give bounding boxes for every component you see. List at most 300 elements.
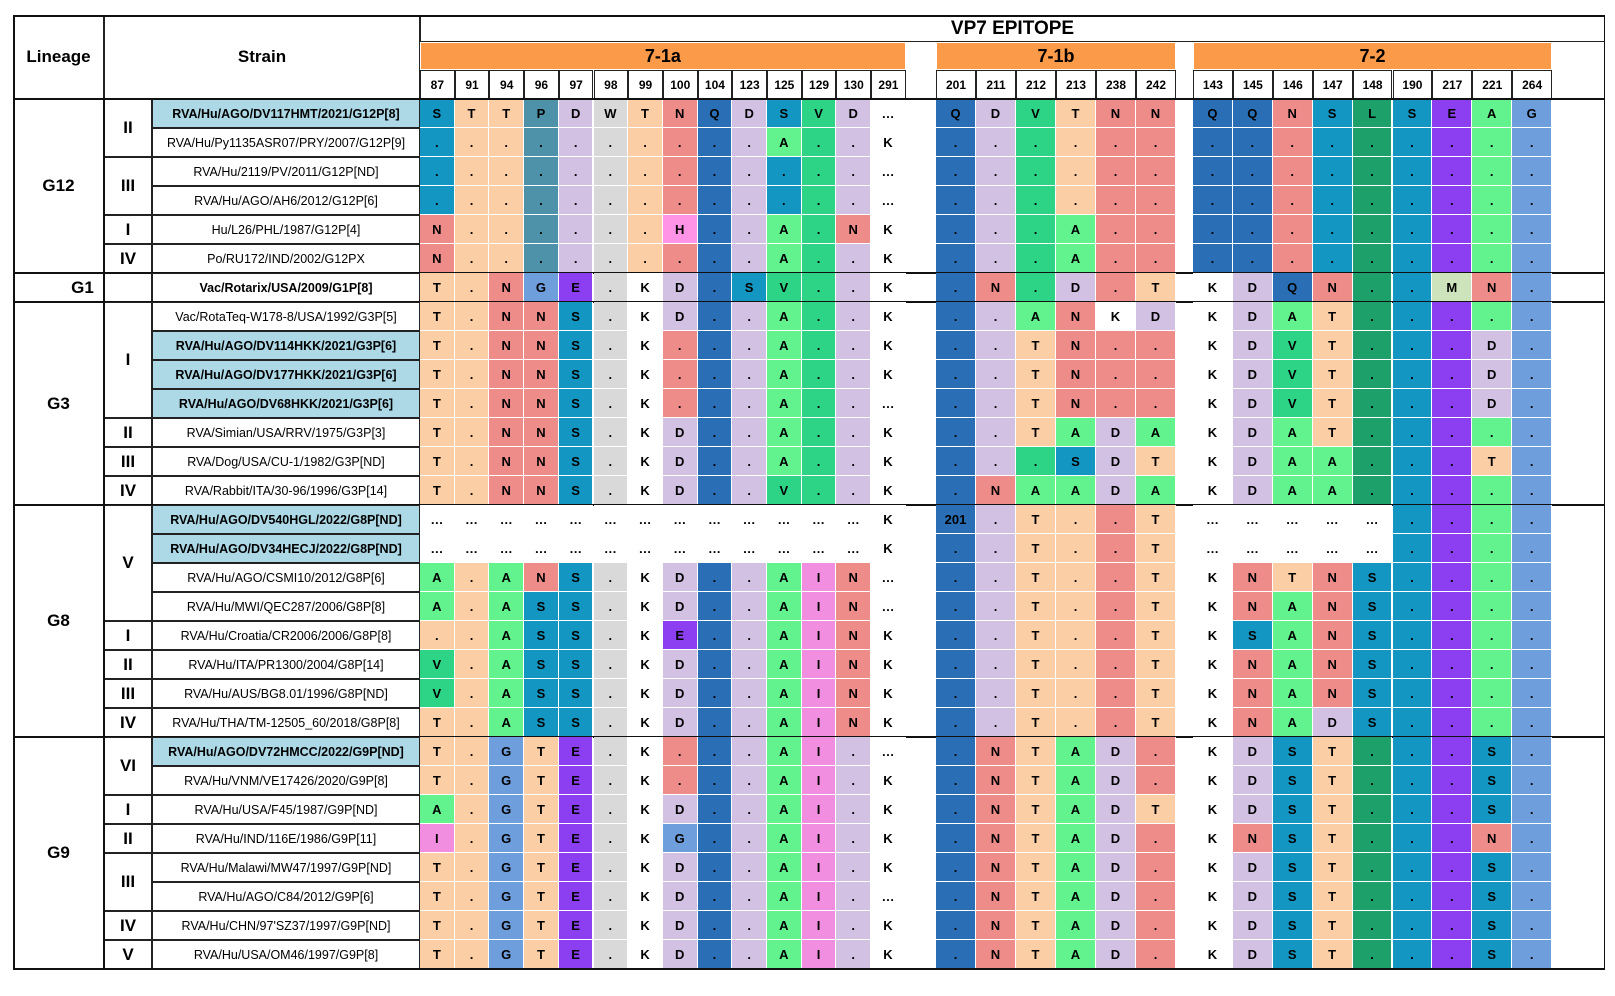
residue-cell: . [455, 737, 490, 766]
residue-cell: S [1273, 737, 1313, 766]
residue-cell: I [802, 708, 837, 737]
residue-cell: . [1136, 737, 1176, 766]
residue-cell: . [1432, 389, 1472, 418]
residue-cell: A [1136, 418, 1176, 447]
residue-cell: . [1353, 853, 1393, 882]
residue-cell: A [1056, 418, 1096, 447]
residue-cell: A [767, 679, 802, 708]
residue-cell: T [420, 418, 455, 447]
residue-cell: N [1313, 679, 1353, 708]
residue-cell: . [976, 215, 1016, 244]
strain-name: RVA/Hu/Croatia/CR2006/2006/G8P[8] [152, 621, 420, 650]
residue-cell: . [936, 795, 976, 824]
residue-cell: . [489, 215, 524, 244]
residue-cell: K [1193, 824, 1233, 853]
residue-cell: T [1313, 737, 1353, 766]
residue-cell: T [420, 360, 455, 389]
position-header: 123 [732, 70, 767, 99]
residue-cell: S [767, 99, 802, 128]
residue-cell: . [732, 157, 767, 186]
residue-cell: . [1136, 853, 1176, 882]
position-header: 201 [936, 70, 976, 99]
residue-cell: . [802, 157, 837, 186]
residue-cell: P [524, 99, 559, 128]
residue-cell: G [489, 882, 524, 911]
residue-cell: . [455, 476, 490, 505]
residue-cell: I [802, 940, 837, 969]
strain-name: RVA/Hu/AGO/AH6/2012/G12P[6] [152, 186, 420, 215]
residue-cell: . [1472, 186, 1512, 215]
residue-cell: K [1193, 737, 1233, 766]
residue-cell: . [698, 476, 733, 505]
lineage-label: I [104, 302, 152, 418]
residue-cell: … [1353, 505, 1393, 534]
residue-cell: . [836, 447, 871, 476]
residue-cell: … [489, 534, 524, 563]
residue-cell: T [1016, 882, 1056, 911]
residue-cell: G [524, 273, 559, 302]
position-header: 145 [1233, 70, 1273, 99]
residue-cell: S [1353, 679, 1393, 708]
residue-cell: . [1096, 679, 1136, 708]
position-header: 291 [871, 70, 906, 99]
lineage-label: III [104, 157, 152, 215]
residue-cell: . [1512, 940, 1552, 969]
residue-cell: S [1313, 99, 1353, 128]
residue-cell: . [1512, 534, 1552, 563]
residue-cell: S [524, 708, 559, 737]
residue-cell: . [836, 853, 871, 882]
residue-cell: T [524, 911, 559, 940]
residue-cell: . [455, 389, 490, 418]
residue-cell: . [524, 186, 559, 215]
residue-cell: T [1313, 882, 1353, 911]
position-header: 190 [1393, 70, 1433, 99]
strain-name: RVA/Hu/ITA/PR1300/2004/G8P[14] [152, 650, 420, 679]
residue-cell: T [1016, 940, 1056, 969]
residue-cell: K [1193, 360, 1233, 389]
residue-cell: D [1233, 273, 1273, 302]
residue-cell: A [767, 882, 802, 911]
residue-cell: A [767, 331, 802, 360]
residue-cell: T [420, 708, 455, 737]
residue-cell: N [1233, 563, 1273, 592]
residue-cell: T [420, 853, 455, 882]
residue-cell: T [420, 273, 455, 302]
residue-cell: N [976, 476, 1016, 505]
residue-cell: . [698, 389, 733, 418]
residue-cell: N [1313, 650, 1353, 679]
strain-name: RVA/Hu/USA/OM46/1997/G9P[8] [152, 940, 420, 969]
residue-cell: D [1233, 795, 1273, 824]
strain-name: RVA/Simian/USA/RRV/1975/G3P[3] [152, 418, 420, 447]
residue-cell: . [976, 447, 1016, 476]
residue-cell: K [628, 824, 663, 853]
residue-cell: . [1393, 505, 1433, 534]
residue-cell: . [732, 592, 767, 621]
residue-cell: N [976, 882, 1016, 911]
residue-cell: . [1096, 650, 1136, 679]
position-header: 100 [663, 70, 698, 99]
residue-cell: A [1273, 476, 1313, 505]
residue-cell: T [1016, 505, 1056, 534]
strain-name: RVA/Hu/AGO/DV114HKK/2021/G3P[6] [152, 331, 420, 360]
residue-cell: . [698, 621, 733, 650]
residue-cell: S [1273, 824, 1313, 853]
residue-cell: S [1353, 650, 1393, 679]
epitope-title: VP7 EPITOPE [420, 15, 1605, 42]
lineage-label: IV [104, 708, 152, 737]
strain-name: RVA/Hu/AGO/DV117HMT/2021/G12P[8] [152, 99, 420, 128]
residue-cell: . [524, 215, 559, 244]
residue-cell: K [1193, 476, 1233, 505]
residue-cell: . [1432, 679, 1472, 708]
residue-cell: T [1136, 650, 1176, 679]
residue-cell: . [1096, 273, 1136, 302]
residue-cell: T [1136, 273, 1176, 302]
residue-cell: E [559, 853, 594, 882]
residue-cell: . [1512, 650, 1552, 679]
residue-cell: . [732, 244, 767, 273]
residue-cell: . [1136, 940, 1176, 969]
residue-cell: . [1393, 157, 1433, 186]
residue-cell: . [698, 737, 733, 766]
residue-cell: . [594, 331, 629, 360]
residue-cell: A [489, 563, 524, 592]
residue-cell: K [871, 534, 906, 563]
residue-cell: . [1233, 128, 1273, 157]
residue-cell: N [1056, 360, 1096, 389]
residue-cell: . [1313, 128, 1353, 157]
residue-cell: . [1512, 911, 1552, 940]
residue-cell: … [802, 534, 837, 563]
residue-cell: … [871, 592, 906, 621]
residue-cell: . [732, 650, 767, 679]
residue-cell: . [1472, 476, 1512, 505]
residue-cell: I [802, 621, 837, 650]
residue-cell: N [1056, 331, 1096, 360]
residue-cell: A [1273, 447, 1313, 476]
residue-cell: . [628, 244, 663, 273]
residue-cell: D [1233, 331, 1273, 360]
residue-cell: . [1353, 940, 1393, 969]
residue-cell: A [767, 853, 802, 882]
residue-cell: . [1432, 360, 1472, 389]
residue-cell: … [489, 505, 524, 534]
residue-cell: . [1353, 476, 1393, 505]
residue-cell: . [1472, 708, 1512, 737]
residue-cell: . [1512, 389, 1552, 418]
residue-cell: W [594, 99, 629, 128]
residue-cell: A [1472, 99, 1512, 128]
residue-cell: T [1016, 563, 1056, 592]
residue-cell: D [663, 940, 698, 969]
residue-cell: T [1313, 302, 1353, 331]
residue-cell: . [836, 157, 871, 186]
position-header: 146 [1273, 70, 1313, 99]
residue-cell: Q [1233, 99, 1273, 128]
residue-cell: A [767, 824, 802, 853]
residue-cell: S [1273, 853, 1313, 882]
residue-cell: . [594, 447, 629, 476]
strain-name: Vac/Rotarix/USA/2009/G1P[8] [152, 273, 420, 302]
residue-cell: . [455, 563, 490, 592]
residue-cell: T [1016, 592, 1056, 621]
residue-cell: K [871, 795, 906, 824]
residue-cell: N [663, 99, 698, 128]
residue-cell: K [871, 911, 906, 940]
residue-cell: . [976, 679, 1016, 708]
residue-cell: . [1432, 447, 1472, 476]
residue-cell: T [1136, 795, 1176, 824]
residue-cell: K [1193, 911, 1233, 940]
residue-cell: S [524, 592, 559, 621]
residue-cell: . [489, 128, 524, 157]
residue-cell: I [802, 795, 837, 824]
residue-cell: A [1056, 882, 1096, 911]
residue-cell: . [836, 302, 871, 331]
residue-cell: D [663, 911, 698, 940]
residue-cell: . [1432, 534, 1472, 563]
residue-cell: T [1016, 853, 1056, 882]
residue-cell: S [559, 563, 594, 592]
residue-cell: K [871, 244, 906, 273]
residue-cell: N [1096, 99, 1136, 128]
residue-cell: . [1056, 650, 1096, 679]
residue-cell: . [455, 215, 490, 244]
residue-cell: . [594, 592, 629, 621]
residue-cell: L [1353, 99, 1393, 128]
residue-cell: A [420, 563, 455, 592]
residue-cell: . [1432, 157, 1472, 186]
residue-cell: . [936, 418, 976, 447]
residue-cell: . [976, 331, 1016, 360]
residue-cell: T [524, 940, 559, 969]
residue-cell: S [559, 389, 594, 418]
residue-cell: . [936, 592, 976, 621]
residue-cell: D [1233, 302, 1273, 331]
residue-cell: . [936, 186, 976, 215]
residue-cell: . [594, 128, 629, 157]
residue-cell: A [489, 708, 524, 737]
residue-cell: . [802, 447, 837, 476]
lineage-label: III [104, 447, 152, 476]
residue-cell: . [1353, 824, 1393, 853]
residue-cell: D [1233, 853, 1273, 882]
residue-cell: S [559, 621, 594, 650]
table-border-header [13, 98, 1605, 100]
residue-cell: . [1273, 244, 1313, 273]
residue-cell: A [767, 563, 802, 592]
residue-cell: T [420, 766, 455, 795]
residue-cell: … [594, 534, 629, 563]
residue-cell: T [1016, 360, 1056, 389]
residue-cell: . [1096, 360, 1136, 389]
residue-cell: G [489, 853, 524, 882]
residue-cell: . [455, 592, 490, 621]
residue-cell: A [1313, 476, 1353, 505]
residue-cell: N [836, 679, 871, 708]
residue-cell: T [1016, 824, 1056, 853]
residue-cell: N [836, 215, 871, 244]
residue-cell: . [559, 215, 594, 244]
strain-header: Strain [104, 15, 420, 99]
residue-cell: . [976, 360, 1016, 389]
residue-cell: . [1016, 186, 1056, 215]
residue-cell: E [559, 795, 594, 824]
residue-cell: . [559, 186, 594, 215]
residue-cell: S [1273, 766, 1313, 795]
residue-cell: K [1193, 418, 1233, 447]
residue-cell: . [1056, 186, 1096, 215]
residue-cell: N [1472, 824, 1512, 853]
residue-cell: D [1233, 940, 1273, 969]
residue-cell: I [802, 824, 837, 853]
residue-cell: . [836, 824, 871, 853]
residue-cell: . [594, 679, 629, 708]
residue-cell: . [1193, 157, 1233, 186]
residue-cell: K [871, 824, 906, 853]
residue-cell: G [1512, 99, 1552, 128]
residue-cell: K [1193, 389, 1233, 418]
residue-cell: A [767, 215, 802, 244]
residue-cell: . [732, 911, 767, 940]
residue-cell: . [1393, 795, 1433, 824]
residue-cell: . [936, 389, 976, 418]
residue-cell: . [455, 302, 490, 331]
residue-cell: T [1136, 708, 1176, 737]
residue-cell: G [489, 940, 524, 969]
residue-cell: A [1056, 795, 1096, 824]
residue-cell: K [628, 737, 663, 766]
residue-cell: T [1016, 534, 1056, 563]
residue-cell: T [1136, 447, 1176, 476]
residue-cell: N [1056, 302, 1096, 331]
residue-cell: . [936, 563, 976, 592]
residue-cell: D [663, 679, 698, 708]
residue-cell: D [663, 853, 698, 882]
residue-cell: . [489, 186, 524, 215]
residue-cell: K [1193, 650, 1233, 679]
residue-cell: . [936, 244, 976, 273]
residue-cell: T [1313, 331, 1353, 360]
lineage-label: V [104, 940, 152, 969]
residue-cell: . [1273, 157, 1313, 186]
residue-cell: . [1393, 389, 1433, 418]
residue-cell: . [732, 737, 767, 766]
residue-cell: . [455, 273, 490, 302]
strain-name: RVA/Hu/CHN/97'SZ37/1997/G9P[ND] [152, 911, 420, 940]
position-header: 211 [976, 70, 1016, 99]
residue-cell: V [767, 476, 802, 505]
residue-cell: K [1193, 273, 1233, 302]
residue-cell: K [1193, 621, 1233, 650]
residue-cell: . [1512, 157, 1552, 186]
position-header: 212 [1016, 70, 1056, 99]
position-header: 125 [767, 70, 802, 99]
residue-cell: . [1393, 766, 1433, 795]
residue-cell: S [559, 447, 594, 476]
residue-cell: . [836, 418, 871, 447]
residue-cell: . [594, 911, 629, 940]
residue-cell: . [1432, 592, 1472, 621]
residue-cell: . [1353, 766, 1393, 795]
residue-cell: . [802, 273, 837, 302]
position-header: 96 [524, 70, 559, 99]
residue-cell: S [1472, 766, 1512, 795]
residue-cell: N [524, 389, 559, 418]
residue-cell: . [1313, 215, 1353, 244]
residue-cell: T [1016, 737, 1056, 766]
strain-name: RVA/Hu/Malawi/MW47/1997/G9P[ND] [152, 853, 420, 882]
table-border-left [13, 15, 15, 969]
residue-cell: . [1193, 128, 1233, 157]
strain-name: RVA/Rabbit/ITA/30-96/1996/G3P[14] [152, 476, 420, 505]
residue-cell: A [1273, 708, 1313, 737]
residue-cell: . [936, 273, 976, 302]
residue-cell: . [594, 215, 629, 244]
residue-cell: … [836, 505, 871, 534]
residue-cell: . [698, 795, 733, 824]
residue-cell: . [1353, 447, 1393, 476]
residue-cell: . [1393, 447, 1433, 476]
residue-cell: N [976, 853, 1016, 882]
residue-cell: . [836, 128, 871, 157]
residue-cell: V [1273, 389, 1313, 418]
residue-cell: . [732, 360, 767, 389]
residue-cell: K [1193, 882, 1233, 911]
residue-cell: . [1096, 186, 1136, 215]
strain-name: RVA/Hu/AGO/DV34HECJ/2022/G8P[ND] [152, 534, 420, 563]
residue-cell: A [1056, 824, 1096, 853]
lineage-label: I [104, 795, 152, 824]
residue-cell: . [1353, 360, 1393, 389]
residue-cell: . [1136, 244, 1176, 273]
residue-cell: . [1353, 302, 1393, 331]
residue-cell: . [698, 679, 733, 708]
residue-cell: . [698, 824, 733, 853]
residue-cell: I [802, 853, 837, 882]
residue-cell: N [1233, 650, 1273, 679]
residue-cell: . [936, 331, 976, 360]
residue-cell: T [1016, 679, 1056, 708]
residue-cell: . [1512, 853, 1552, 882]
residue-cell: T [1016, 650, 1056, 679]
residue-cell: D [1096, 853, 1136, 882]
residue-cell: T [1136, 592, 1176, 621]
residue-cell: . [1472, 244, 1512, 273]
residue-cell: . [455, 853, 490, 882]
residue-cell: . [732, 679, 767, 708]
residue-cell: . [698, 650, 733, 679]
lineage-label: II [104, 99, 152, 157]
residue-cell: N [524, 447, 559, 476]
residue-cell: T [420, 737, 455, 766]
residue-cell: T [1313, 795, 1353, 824]
lineage-header: Lineage [13, 15, 104, 99]
residue-cell: . [663, 360, 698, 389]
residue-cell: … [871, 157, 906, 186]
strain-name: RVA/Hu/Py1135ASR07/PRY/2007/G12P[9] [152, 128, 420, 157]
residue-cell: A [1056, 476, 1096, 505]
residue-cell: . [1432, 795, 1472, 824]
residue-cell: . [1472, 128, 1512, 157]
residue-cell: . [802, 128, 837, 157]
residue-cell: K [871, 273, 906, 302]
residue-cell: D [1233, 766, 1273, 795]
strain-name: RVA/Dog/USA/CU-1/1982/G3P[ND] [152, 447, 420, 476]
residue-cell: I [802, 766, 837, 795]
